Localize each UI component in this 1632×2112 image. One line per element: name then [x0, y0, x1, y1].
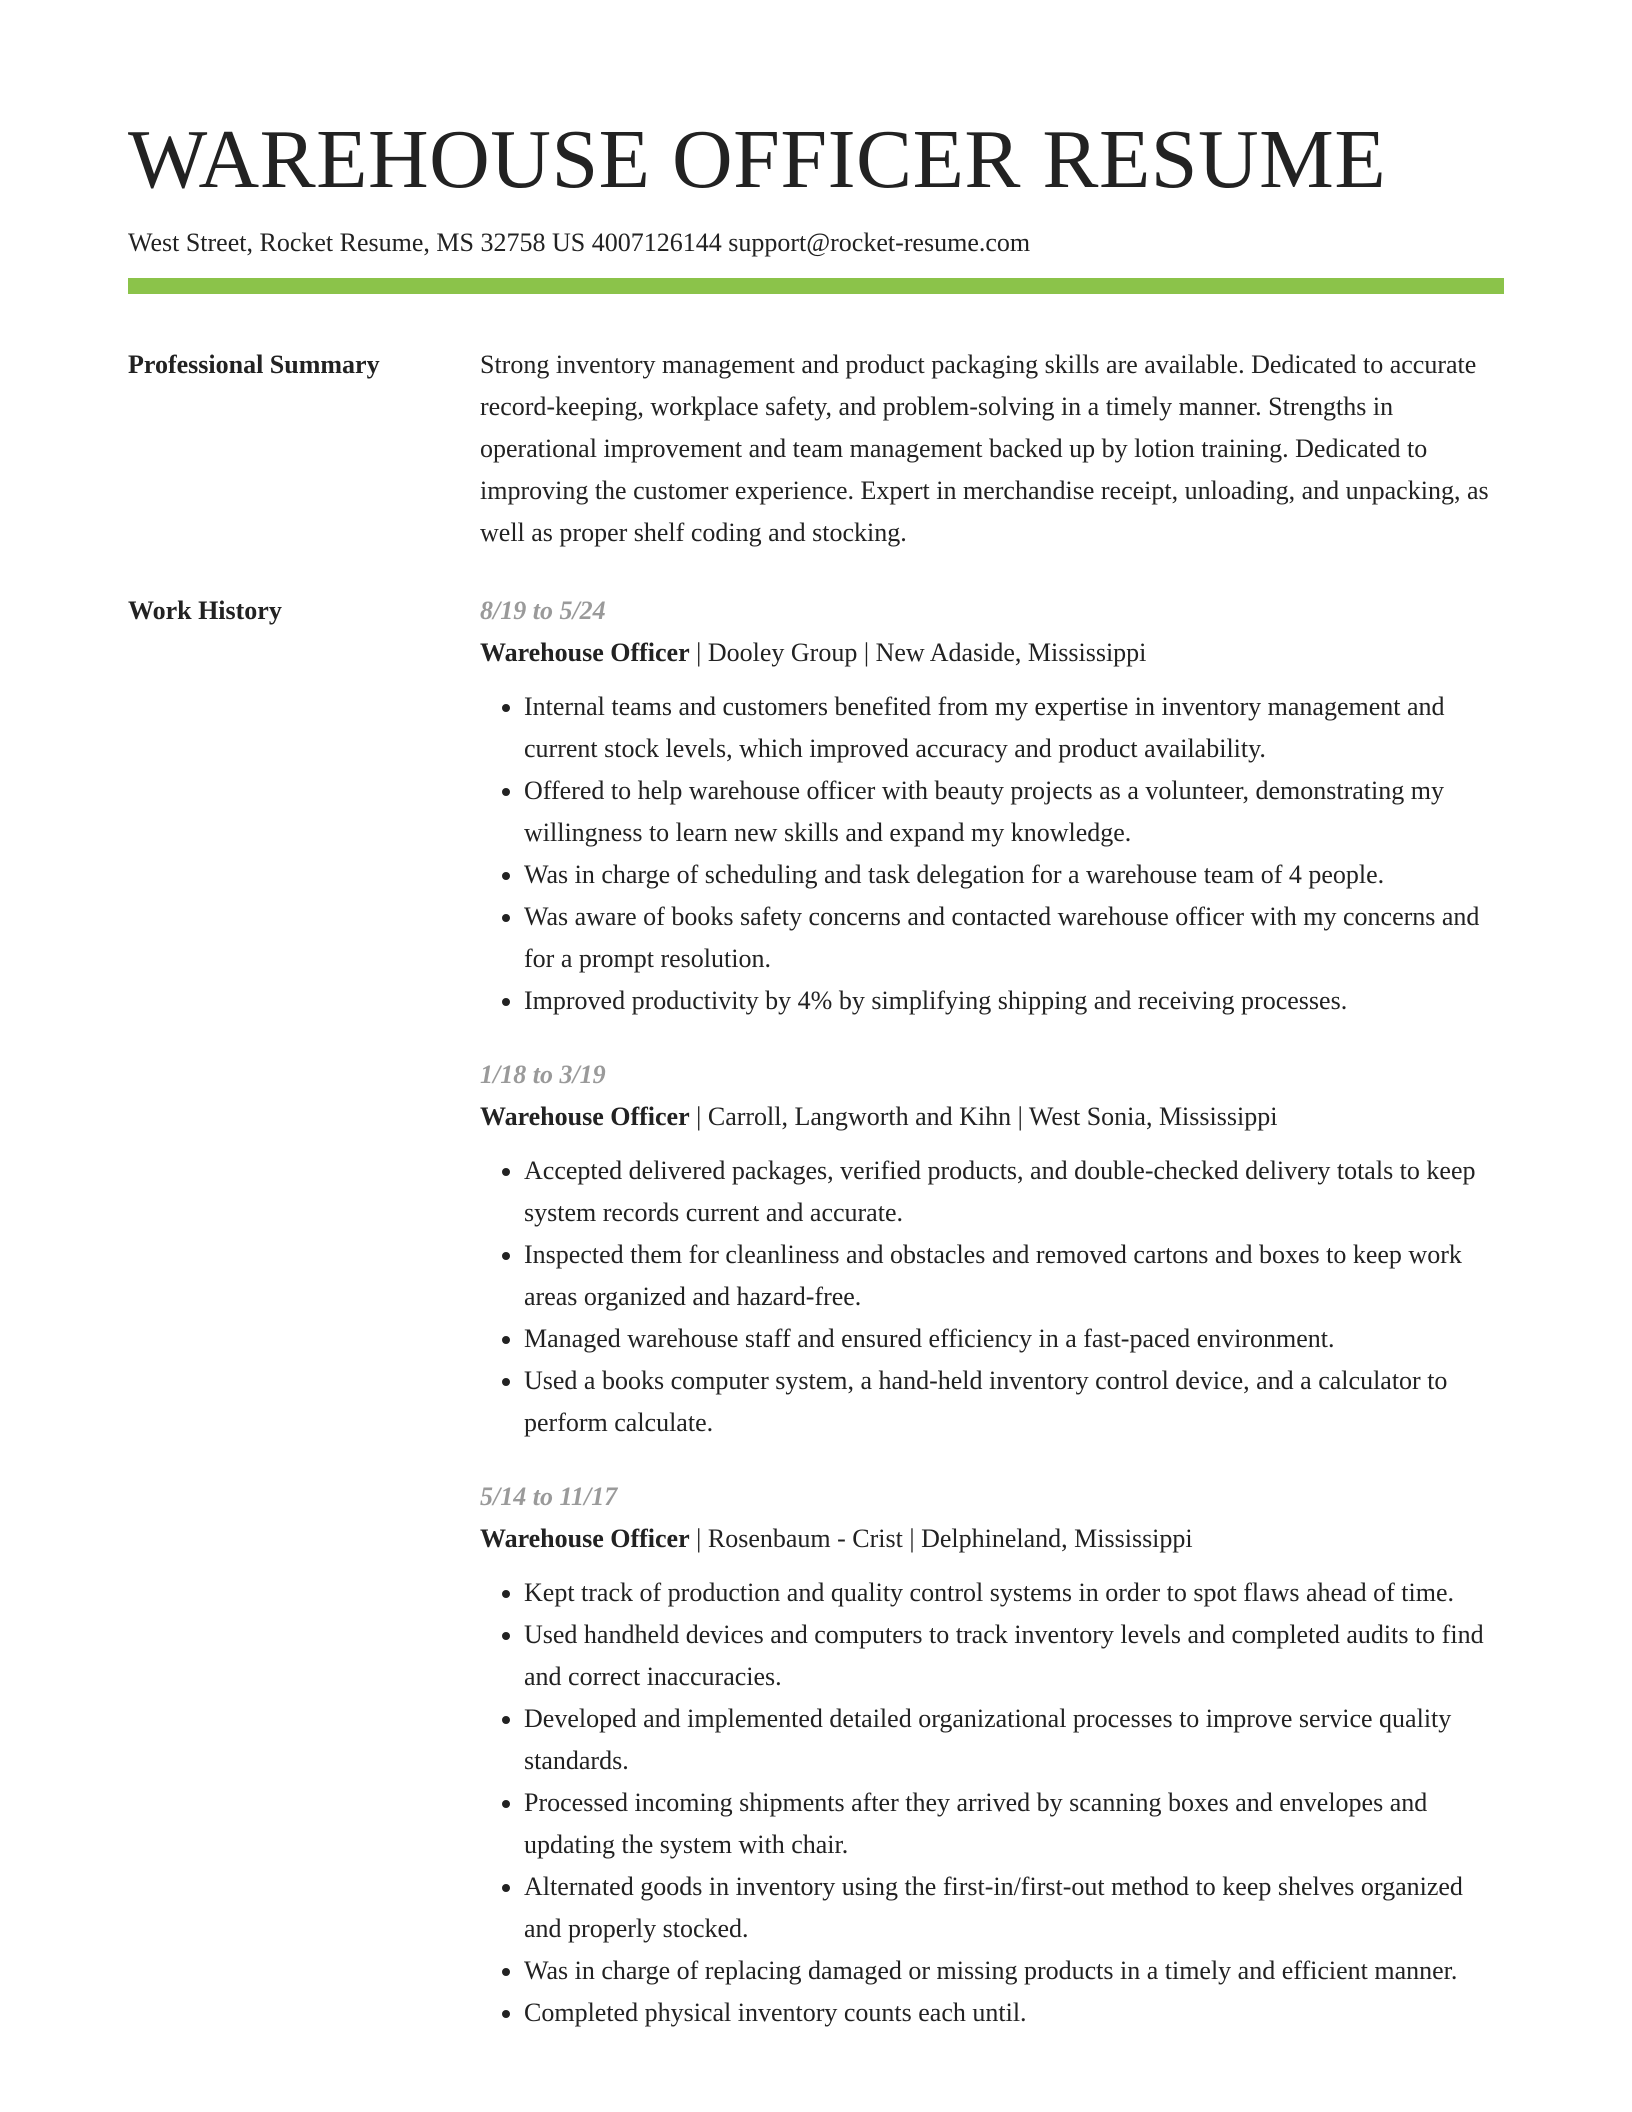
separator: |	[902, 1523, 922, 1553]
job-role: Warehouse Officer	[480, 1523, 690, 1553]
bullet-item: • Improved productivity by 4% by simplifying shipping and receiving processes.	[524, 980, 1504, 1022]
bullet-item: • Developed and implemented detailed organizational processes to improve service quality standards.	[524, 1698, 1504, 1782]
job-dates: 5/14 to 11/17	[480, 1481, 618, 1511]
separator: |	[689, 1523, 708, 1553]
summary-text: Strong inventory management and product packaging skills are available. Dedicated to accurate record-keeping, workplace safety, and problem-solving in a timely manner. Strengths in operational improvement and team management backed up by lotion training. Dedicated to improving the customer experience. Expert in merchandise receipt, unloading, and unpacking, as well as proper shelf coding and stocking.	[480, 349, 1489, 547]
separator: |	[857, 637, 876, 667]
accent-divider	[128, 278, 1504, 294]
bullet-item: • Alternated goods in inventory using the first-in/first-out method to keep shelves organized and properly stocked.	[524, 1866, 1504, 1950]
bullet-item: • Managed warehouse staff and ensured efficiency in a fast-paced environment.	[524, 1318, 1504, 1360]
job-dates: 1/18 to 3/19	[480, 1059, 606, 1089]
job-bullets	[480, 1150, 1504, 1444]
bullet-item: • Was aware of books safety concerns and contacted warehouse officer with my concerns and for a prompt resolution.	[524, 896, 1504, 980]
job-role: Warehouse Officer	[480, 1101, 690, 1131]
job-location: New Adaside, Mississippi	[875, 637, 1147, 667]
job-company: Dooley Group	[707, 637, 858, 667]
job-entry	[480, 1476, 1504, 2034]
job-company: Carroll, Langworth and Kihn	[707, 1101, 1012, 1131]
work-history-section	[128, 590, 1504, 2066]
bullet-item: • Kept track of production and quality control systems in order to spot flaws ahead of time.	[524, 1572, 1504, 1614]
job-dates: 8/19 to 5/24	[480, 595, 606, 625]
job-title-line	[480, 1096, 1504, 1138]
job-entry	[480, 1054, 1504, 1444]
work-history-heading: Work History	[128, 595, 282, 625]
job-role: Warehouse Officer	[480, 637, 690, 667]
bullet-item: • Completed physical inventory counts each until.	[524, 1992, 1504, 2034]
separator: |	[689, 1101, 708, 1131]
job-title-line	[480, 632, 1504, 674]
bullet-item: • Inspected them for cleanliness and obstacles and removed cartons and boxes to keep work areas organized and hazard-free.	[524, 1234, 1504, 1318]
bullet-item: • Internal teams and customers benefited from my expertise in inventory management and current stock levels, which improved accuracy and product availability.	[524, 686, 1504, 770]
job-bullets	[480, 1572, 1504, 2034]
resume-page	[128, 113, 1504, 2066]
contact-line: West Street, Rocket Resume, MS 32758 US 4007126144 support@rocket-resume.com	[128, 228, 1031, 257]
bullet-item: • Used handheld devices and computers to track inventory levels and completed audits to find and correct inaccuracies.	[524, 1614, 1504, 1698]
summary-section	[128, 344, 1504, 554]
bullet-item: • Was in charge of scheduling and task delegation for a warehouse team of 4 people.	[524, 854, 1504, 896]
summary-heading: Professional Summary	[128, 349, 380, 379]
bullet-item: • Was in charge of replacing damaged or missing products in a timely and efficient manner.	[524, 1950, 1504, 1992]
job-company: Rosenbaum - Crist	[707, 1523, 903, 1553]
bullet-item: • Accepted delivered packages, verified products, and double-checked delivery totals to keep system records current and accurate.	[524, 1150, 1504, 1234]
job-location: Delphineland, Mississippi	[921, 1523, 1193, 1553]
separator: |	[1011, 1101, 1029, 1131]
bullet-item: • Used a books computer system, a hand-held inventory control device, and a calculator to perform calculate.	[524, 1360, 1504, 1444]
job-title-line	[480, 1518, 1504, 1560]
resume-title: WAREHOUSE OFFICER RESUME	[128, 113, 1387, 206]
job-location: West Sonia, Mississippi	[1028, 1101, 1278, 1131]
bullet-item: • Offered to help warehouse officer with beauty projects as a volunteer, demonstrating my willingness to learn new skills and expand my knowledge.	[524, 770, 1504, 854]
job-list	[480, 590, 1504, 2066]
job-entry	[480, 590, 1504, 1022]
bullet-item: • Processed incoming shipments after they arrived by scanning boxes and envelopes and updating the system with chair.	[524, 1782, 1504, 1866]
separator: |	[689, 637, 708, 667]
job-bullets	[480, 686, 1504, 1022]
